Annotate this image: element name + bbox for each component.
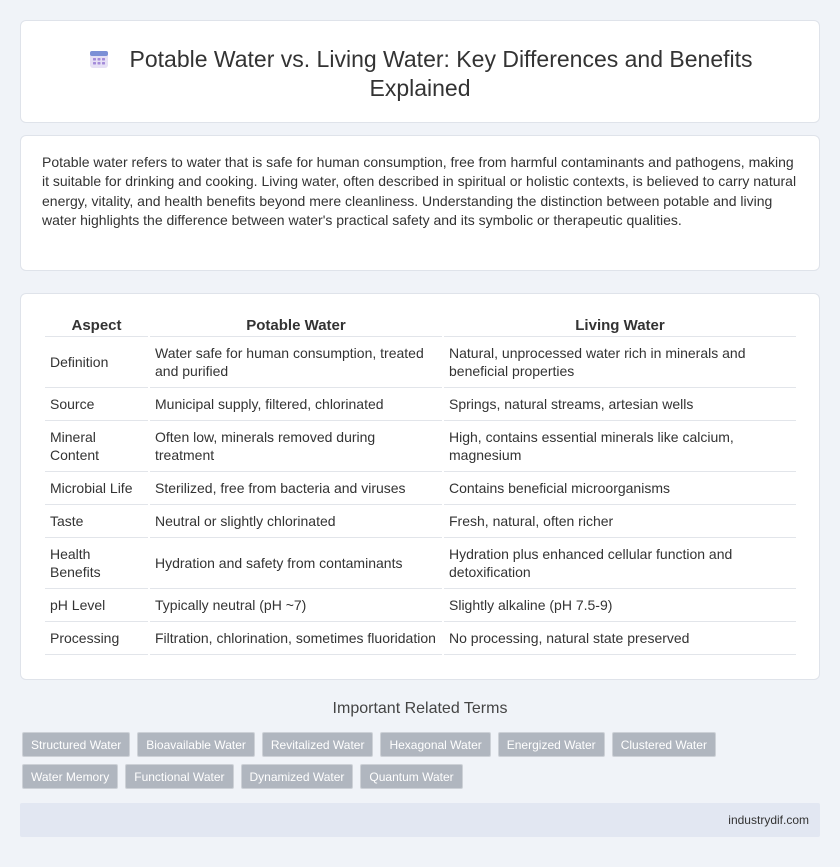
table-row <box>45 538 796 589</box>
table-cell-potable: Water safe for human consumption, treated and purified <box>150 337 442 388</box>
column-header-living: Living Water <box>444 316 796 337</box>
table-cell-aspect: Definition <box>45 337 148 388</box>
related-term-tag[interactable]: Structured Water <box>22 732 130 757</box>
table-row <box>45 337 796 388</box>
related-terms-tags <box>22 732 812 789</box>
column-header-aspect: Aspect <box>45 316 148 337</box>
header-card <box>20 20 820 123</box>
table-cell-living: Contains beneficial microorganisms <box>444 472 796 505</box>
table-cell-living: Hydration plus enhanced cellular function and detoxification <box>444 538 796 589</box>
footer-site-link[interactable]: industrydif.com <box>728 813 809 827</box>
table-cell-potable: Sterilized, free from bacteria and viruses <box>150 472 442 505</box>
table-cell-living: Natural, unprocessed water rich in minerals and beneficial properties <box>444 337 796 388</box>
page-title-text: Potable Water vs. Living Water: Key Differences and Benefits Explained <box>129 46 753 101</box>
table-cell-aspect: pH Level <box>45 589 148 622</box>
comparison-table <box>43 316 798 655</box>
table-row <box>45 589 796 622</box>
page-title <box>21 45 819 103</box>
column-header-potable: Potable Water <box>150 316 442 337</box>
table-cell-potable: Typically neutral (pH ~7) <box>150 589 442 622</box>
related-term-tag[interactable]: Clustered Water <box>612 732 716 757</box>
table-cell-potable: Municipal supply, filtered, chlorinated <box>150 388 442 421</box>
comparison-table-card <box>20 293 820 680</box>
table-row <box>45 388 796 421</box>
table-header-row <box>45 316 796 337</box>
related-term-tag[interactable]: Energized Water <box>498 732 605 757</box>
table-cell-living: Springs, natural streams, artesian wells <box>444 388 796 421</box>
related-term-tag[interactable]: Revitalized Water <box>262 732 374 757</box>
table-cell-living: High, contains essential minerals like calcium, magnesium <box>444 421 796 472</box>
table-cell-living: Fresh, natural, often richer <box>444 505 796 538</box>
table-cell-potable: Filtration, chlorination, sometimes fluoridation <box>150 622 442 655</box>
table-row <box>45 421 796 472</box>
related-term-tag[interactable]: Functional Water <box>125 764 233 789</box>
table-cell-potable: Neutral or slightly chlorinated <box>150 505 442 538</box>
table-cell-living: Slightly alkaline (pH 7.5-9) <box>444 589 796 622</box>
table-cell-aspect: Processing <box>45 622 148 655</box>
related-term-tag[interactable]: Bioavailable Water <box>137 732 255 757</box>
table-row <box>45 472 796 505</box>
table-cell-potable: Often low, minerals removed during treatment <box>150 421 442 472</box>
related-terms-heading: Important Related Terms <box>332 700 508 717</box>
related-term-tag[interactable]: Hexagonal Water <box>380 732 490 757</box>
table-cell-aspect: Taste <box>45 505 148 538</box>
table-row <box>45 622 796 655</box>
table-cell-living: No processing, natural state preserved <box>444 622 796 655</box>
calendar-icon <box>88 48 110 70</box>
table-cell-aspect: Microbial Life <box>45 472 148 505</box>
intro-paragraph: Potable water refers to water that is safe for human consumption, free from harmful contaminants and pathogens, making it suitable for drinking and cooking. Living water, often described in spiritual or holistic contexts, is believed to carry natural energy, vitality, and health benefits beyond mere cleanliness. Understanding the distinction between potable and living water highlights the difference between water's practical safety and its symbolic or therapeutic qualities. <box>42 154 797 228</box>
table-cell-potable: Hydration and safety from contaminants <box>150 538 442 589</box>
table-cell-aspect: Health Benefits <box>45 538 148 589</box>
table-cell-aspect: Mineral Content <box>45 421 148 472</box>
related-term-tag[interactable]: Quantum Water <box>360 764 462 789</box>
intro-card <box>20 135 820 271</box>
table-cell-aspect: Source <box>45 388 148 421</box>
table-row <box>45 505 796 538</box>
related-term-tag[interactable]: Water Memory <box>22 764 118 789</box>
related-term-tag[interactable]: Dynamized Water <box>241 764 354 789</box>
footer <box>20 803 820 837</box>
